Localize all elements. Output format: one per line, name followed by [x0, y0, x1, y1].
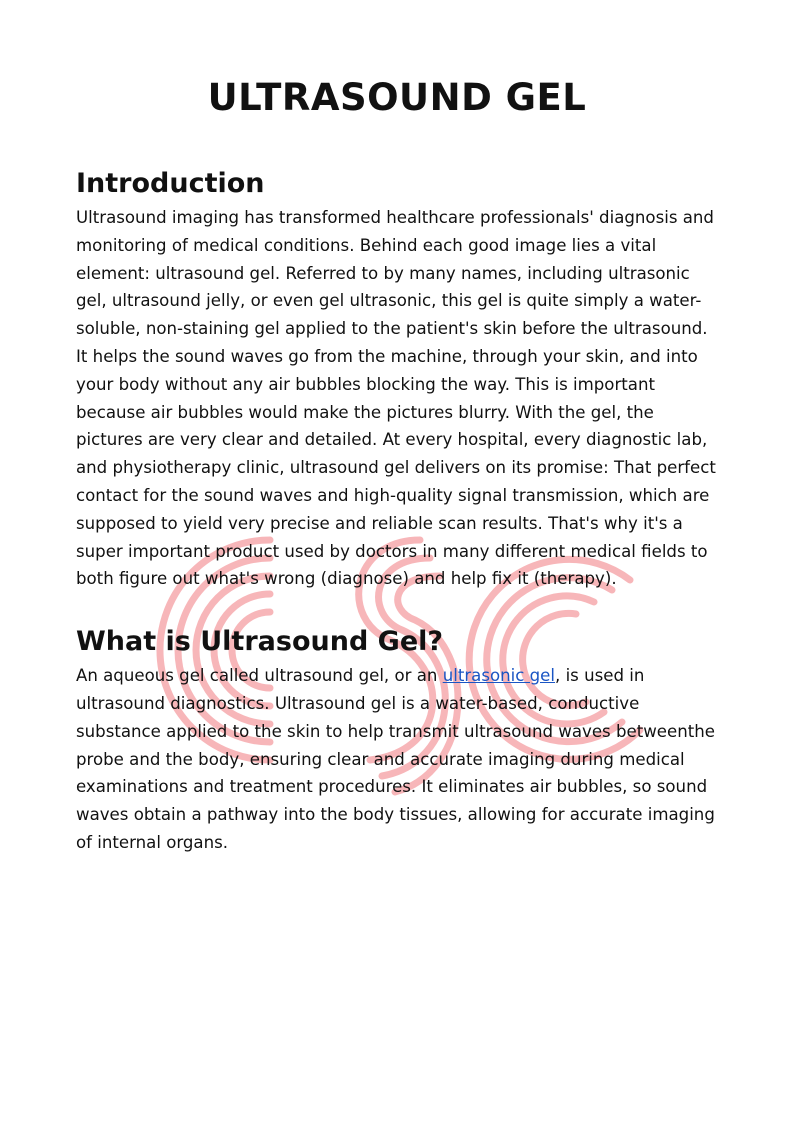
section-heading-introduction: Introduction — [76, 168, 265, 199]
what-is-text-after-link: , is used in ultrasound diagnostics. Ultrasound gel is a water-based, conductive substance applied to the skin to help transmit ultrasound waves betweenthe probe and the body, ensuring clear and accurate imaging during medical examinations and treatment procedures. It eliminates air bubbles, so sound waves obtain a pathway into the body tissues, allowing for accurate imaging of internal organs. — [76, 666, 715, 852]
introduction-paragraph: Ultrasound imaging has transformed healthcare professionals' diagnosis and monitoring of medical conditions. Behind each good image lies a vital element: ultrasound gel. Referred to by many names, including ultrasonic gel, ultrasound jelly, or even gel ultrasonic, this gel is quite simply a water-soluble, non-staining gel applied to the patient's skin before the ultrasound. It helps the sound waves go from the machine, through your skin, and into your body without any air bubbles blocking the way. This is important because air bubbles would make the pictures blurry. With the gel, the pictures are very clear and detailed. At every hospital, every diagnostic lab, and physiotherapy clinic, ultrasound gel delivers on its promise: That perfect contact for the sound waves and high-quality signal transmission, which are supposed to yield very precise and reliable scan results. That's why it's a super important product used by doctors in many different medical fields to both figure out what's wrong (diagnose) and help fix it (therapy). — [76, 208, 716, 589]
section-heading-what-is-ultrasound-gel: What is Ultrasound Gel? — [76, 626, 444, 658]
document-title: ULTRASOUND GEL — [207, 76, 587, 119]
what-is-text-before-link: An aqueous gel called ultrasound gel, or an — [76, 666, 443, 686]
ultrasonic-gel-link[interactable]: ultrasonic gel — [442, 666, 556, 686]
what-is-paragraph — [76, 662, 718, 857]
